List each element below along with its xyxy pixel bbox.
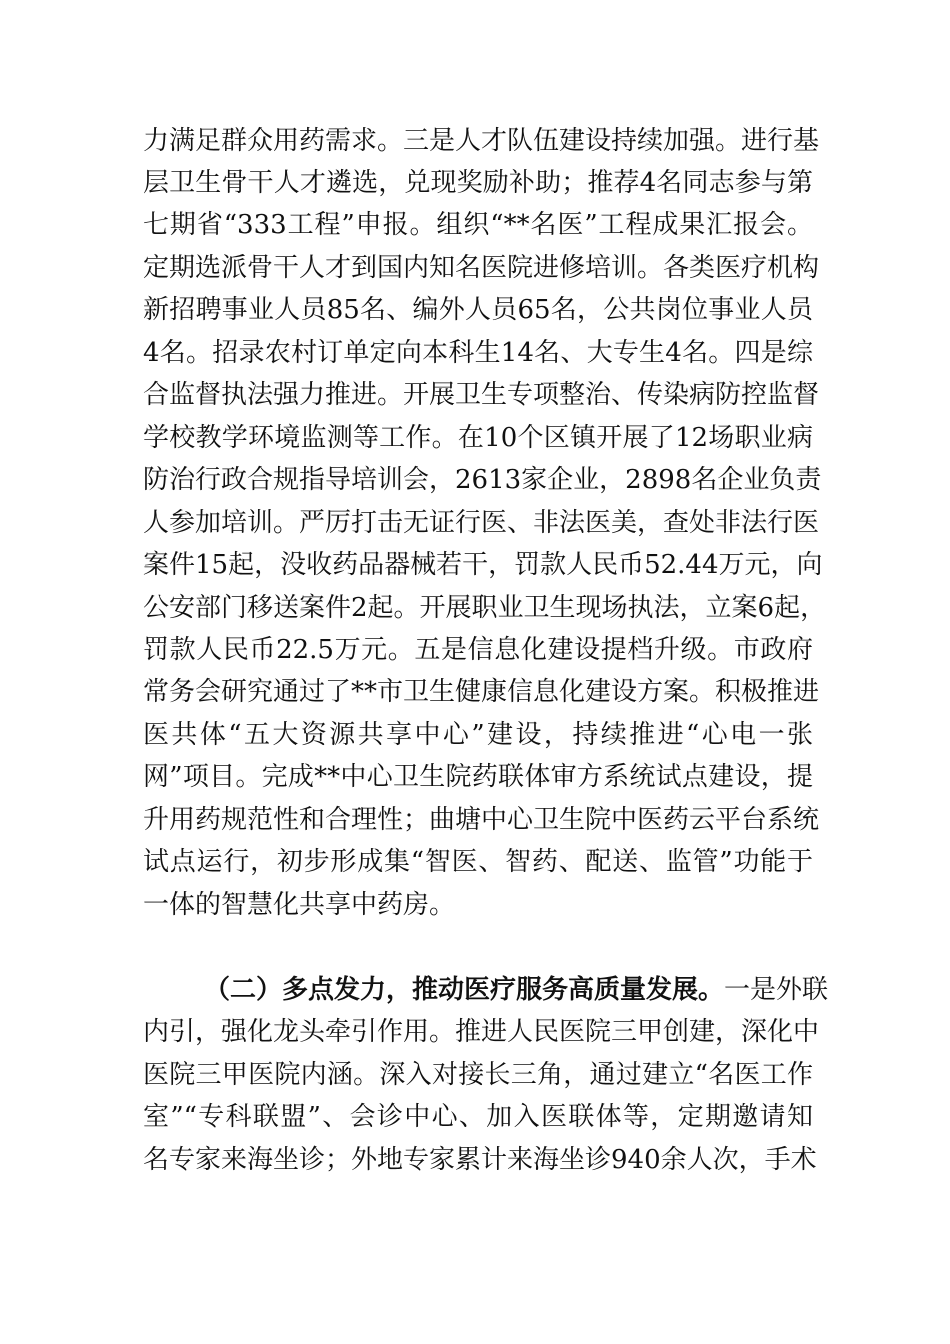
text-line: 公安部门移送案件2起。开展职业卫生现场执法，立案6起， bbox=[143, 593, 827, 623]
text-line: 升用药规范性和合理性；曲塘中心卫生院中医药云平台系统 bbox=[143, 805, 820, 835]
section-heading-rest: 一是外联 bbox=[724, 975, 829, 1005]
text-line: 案件15起，没收药品器械若干，罚款人民币52.44万元，向 bbox=[143, 550, 823, 580]
text-line: 内引，强化龙头牵引作用。推进人民医院三甲创建，深化中 bbox=[143, 1017, 820, 1047]
section-heading-line bbox=[204, 970, 829, 1010]
text-line: 层卫生骨干人才遴选，兑现奖励补助；推荐4名同志参与第 bbox=[143, 168, 813, 198]
text-line: 力满足群众用药需求。三是人才队伍建设持续加强。进行基 bbox=[143, 126, 820, 156]
text-line: 合监督执法强力推进。开展卫生专项整治、传染病防控监督 bbox=[143, 380, 820, 410]
section-heading: （二）多点发力，推动医疗服务高质量发展。 bbox=[204, 975, 725, 1005]
text-line: 七期省“333工程”申报。组织“**名医”工程成果汇报会。 bbox=[143, 210, 813, 240]
text-line: 学校教学环境监测等工作。在10个区镇开展了12场职业病 bbox=[143, 423, 813, 453]
text-line: 4名。招录农村订单定向本科生14名、大专生4名。四是综 bbox=[143, 338, 813, 368]
text-line: 新招聘事业人员85名、编外人员65名，公共岗位事业人员 bbox=[143, 295, 813, 325]
text-line: 定期选派骨干人才到国内知名医院进修培训。各类医疗机构 bbox=[143, 253, 820, 283]
text-line: 医共体“五大资源共享中心”建设，持续推进“心电一张 bbox=[143, 720, 813, 750]
text-line: 试点运行，初步形成集“智医、智药、配送、监管”功能于 bbox=[143, 847, 813, 877]
text-line: 人参加培训。严厉打击无证行医、非法医美，查处非法行医 bbox=[143, 508, 820, 538]
text-line: 罚款人民币22.5万元。五是信息化建设提档升级。市政府 bbox=[143, 635, 813, 665]
text-line: 防治行政合规指导培训会，2613家企业，2898名企业负责 bbox=[143, 465, 822, 495]
text-line: 医院三甲医院内涵。深入对接长三角，通过建立“名医工作 bbox=[143, 1060, 813, 1090]
text-line: 网”项目。完成**中心卫生院药联体审方系统试点建设，提 bbox=[143, 762, 813, 792]
text-line: 一体的智慧化共享中药房。 bbox=[143, 890, 456, 920]
text-line: 名专家来海坐诊；外地专家累计来海坐诊940余人次，手术 bbox=[143, 1145, 817, 1175]
text-line: 常务会研究通过了**市卫生健康信息化建设方案。积极推进 bbox=[143, 677, 820, 707]
text-line: 室”“专科联盟”、会诊中心、加入医联体等，定期邀请知 bbox=[143, 1102, 813, 1132]
